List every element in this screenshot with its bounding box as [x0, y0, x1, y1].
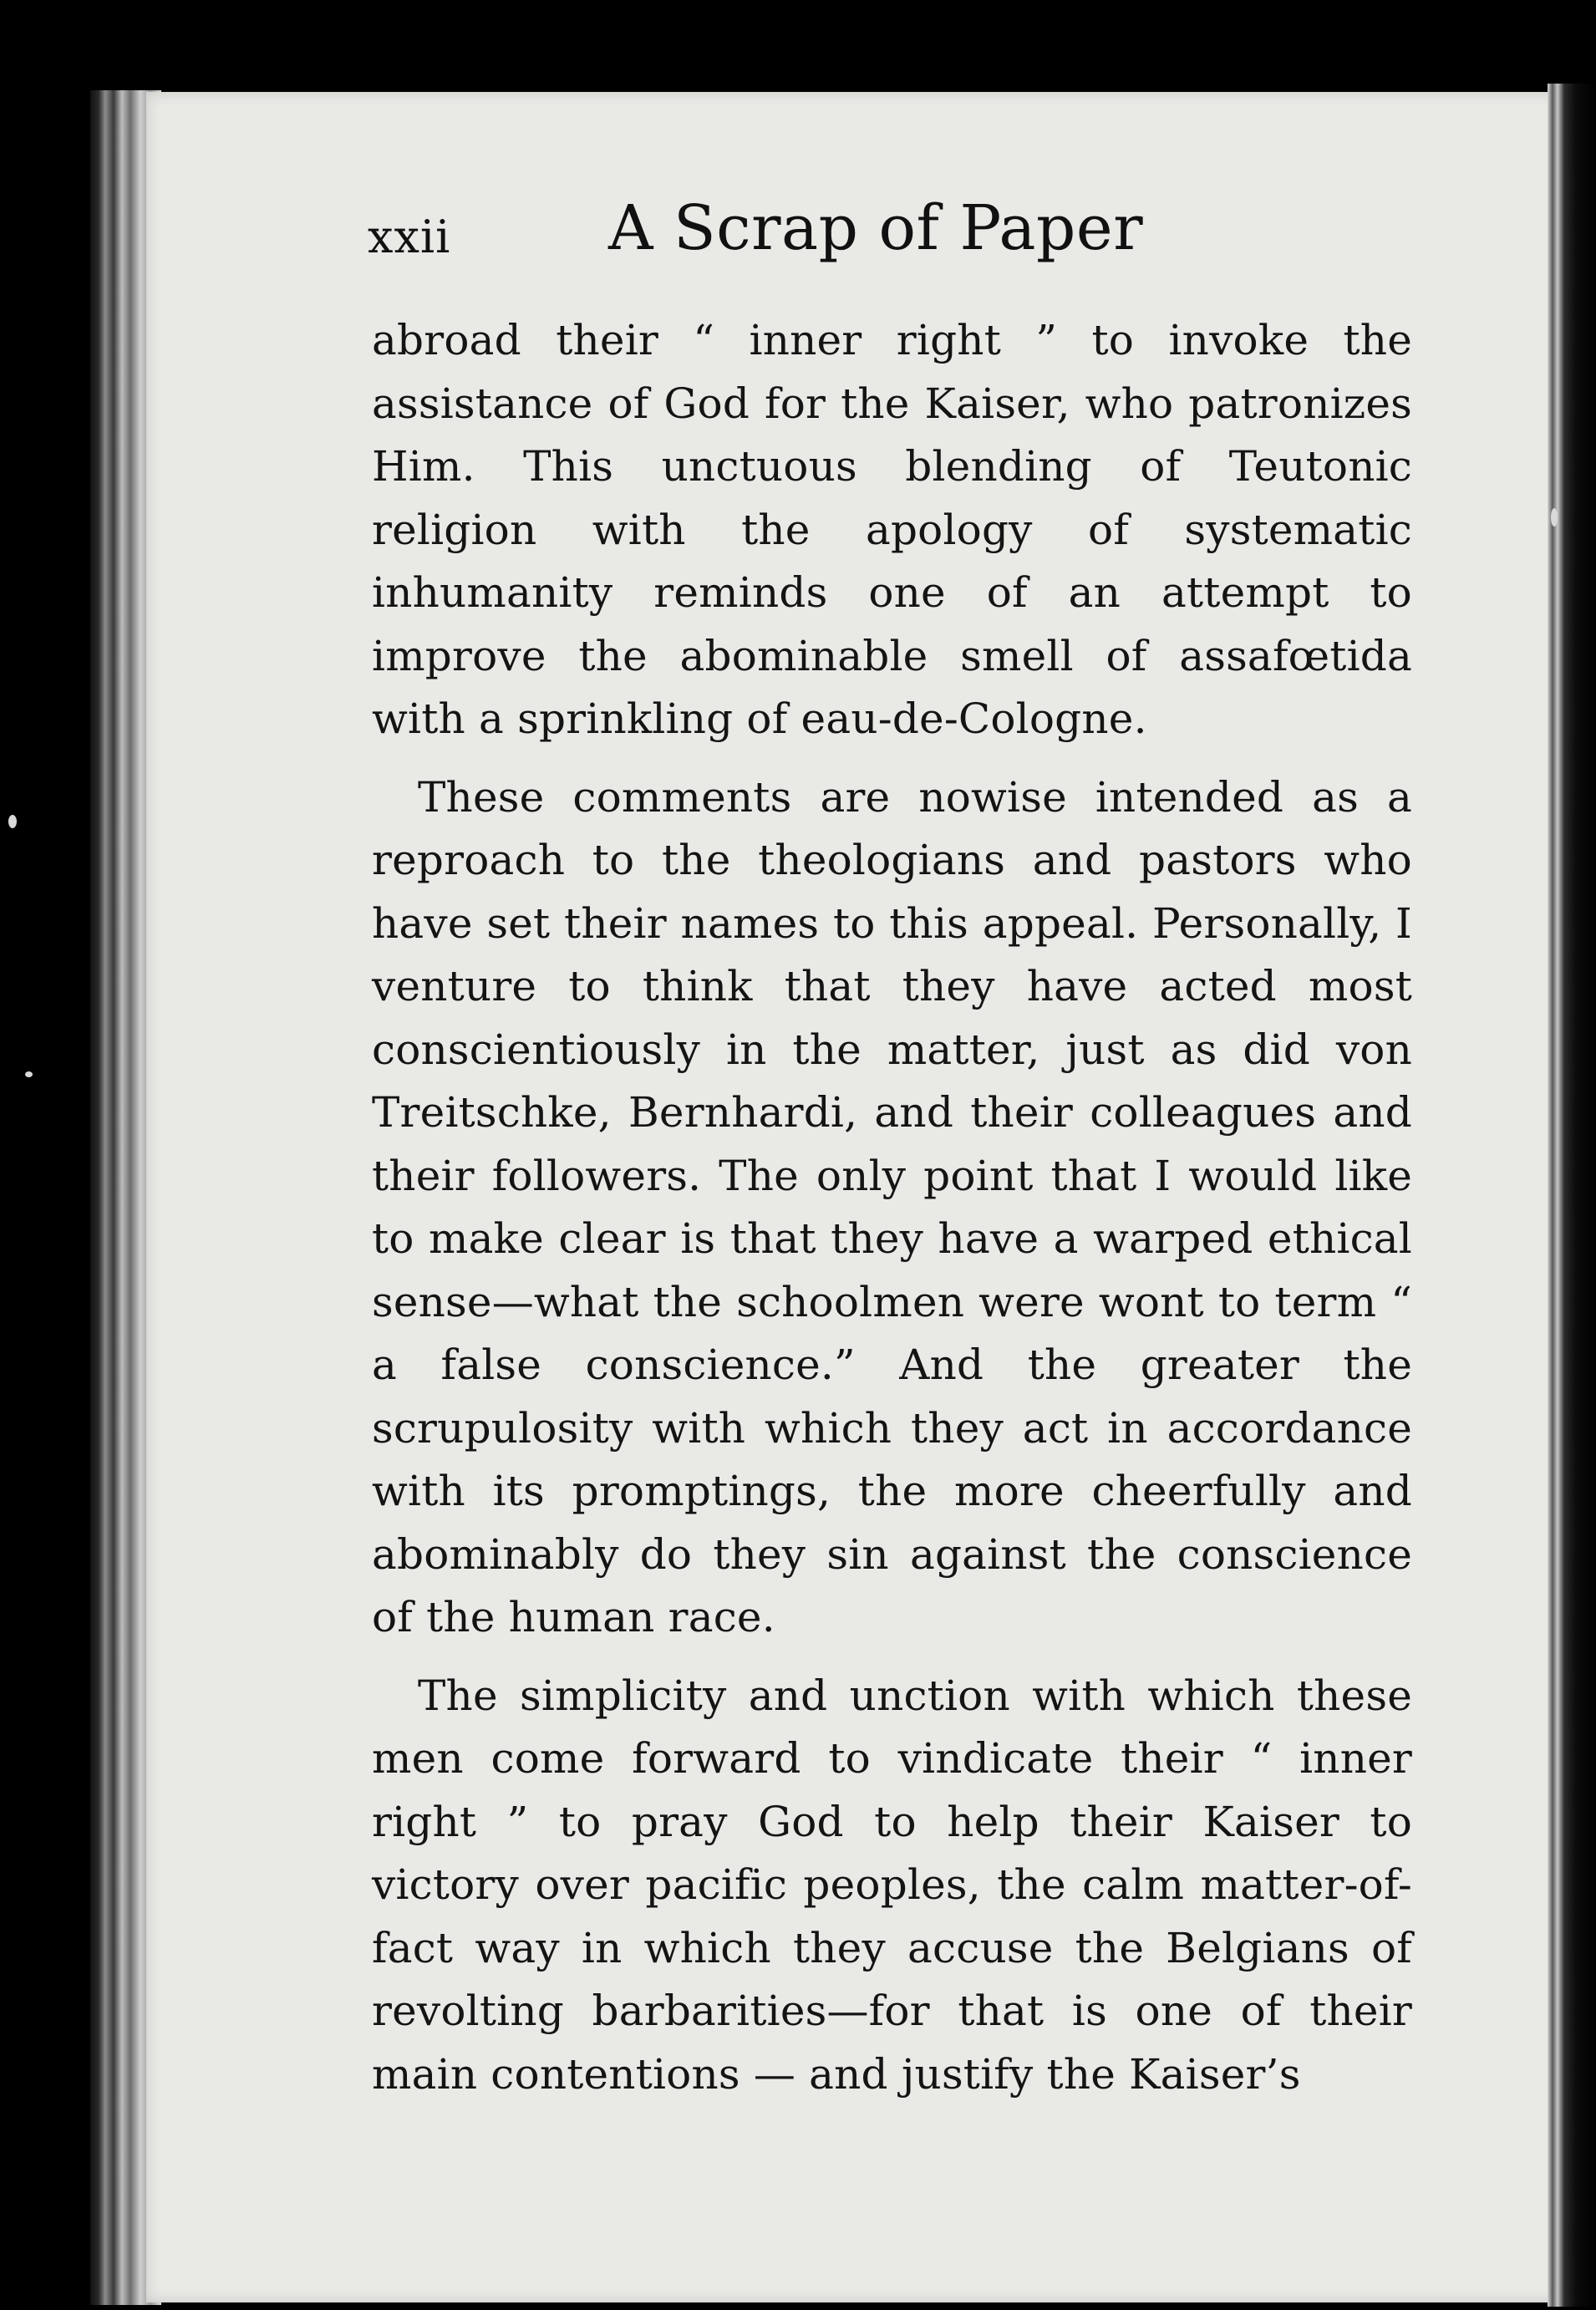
paragraph-gap	[372, 1650, 1412, 1665]
paragraph-continued: abroad their “ inner right ” to invoke the assistance of God for the Kaiser, who patronizes Him. This unctuous blending of Teutonic religion with the apology of systematic inhumanity reminds one of an attempt to improve the abominable smell of assafœtida with a sprinkling of eau-de-Cologne.	[372, 316, 1412, 743]
scan-speck	[1551, 508, 1558, 527]
running-title: A Scrap of Paper	[608, 192, 1144, 264]
page-header	[368, 192, 1412, 284]
scan-speck	[8, 815, 17, 828]
paragraph: The simplicity and unction with which these men come forward to vindicate their “ inner right ” to pray God to help their Kaiser to victory over pacific peoples, the calm matter-of-fact way in which they accuse the Belgians of revolting barbarities—for that is one of their main contentions — and justify the Kaiser’s	[372, 1671, 1412, 2099]
scan-speck	[25, 1071, 33, 1077]
paragraph-gap	[372, 751, 1412, 766]
body-text	[372, 309, 1412, 2106]
page-number: xxii	[368, 211, 451, 263]
paragraph: These comments are nowise intended as a reproach to the theologians and pastors who have set their names to this appeal. Personally, I venture to think that they have acted most conscientiously in the matter, just as did von Treitschke, Bernhardi, and their colleagues and their followers. The only point that I would like to make clear is that they have a warped ethical sense—what the schoolmen were wont to term “ a false conscience.” And the greater the scrupulosity with which they act in accordance with its promptings, the more cheerfully and abominably do they sin against the conscience of the human race.	[372, 772, 1412, 1641]
page-edge	[1548, 84, 1596, 2307]
